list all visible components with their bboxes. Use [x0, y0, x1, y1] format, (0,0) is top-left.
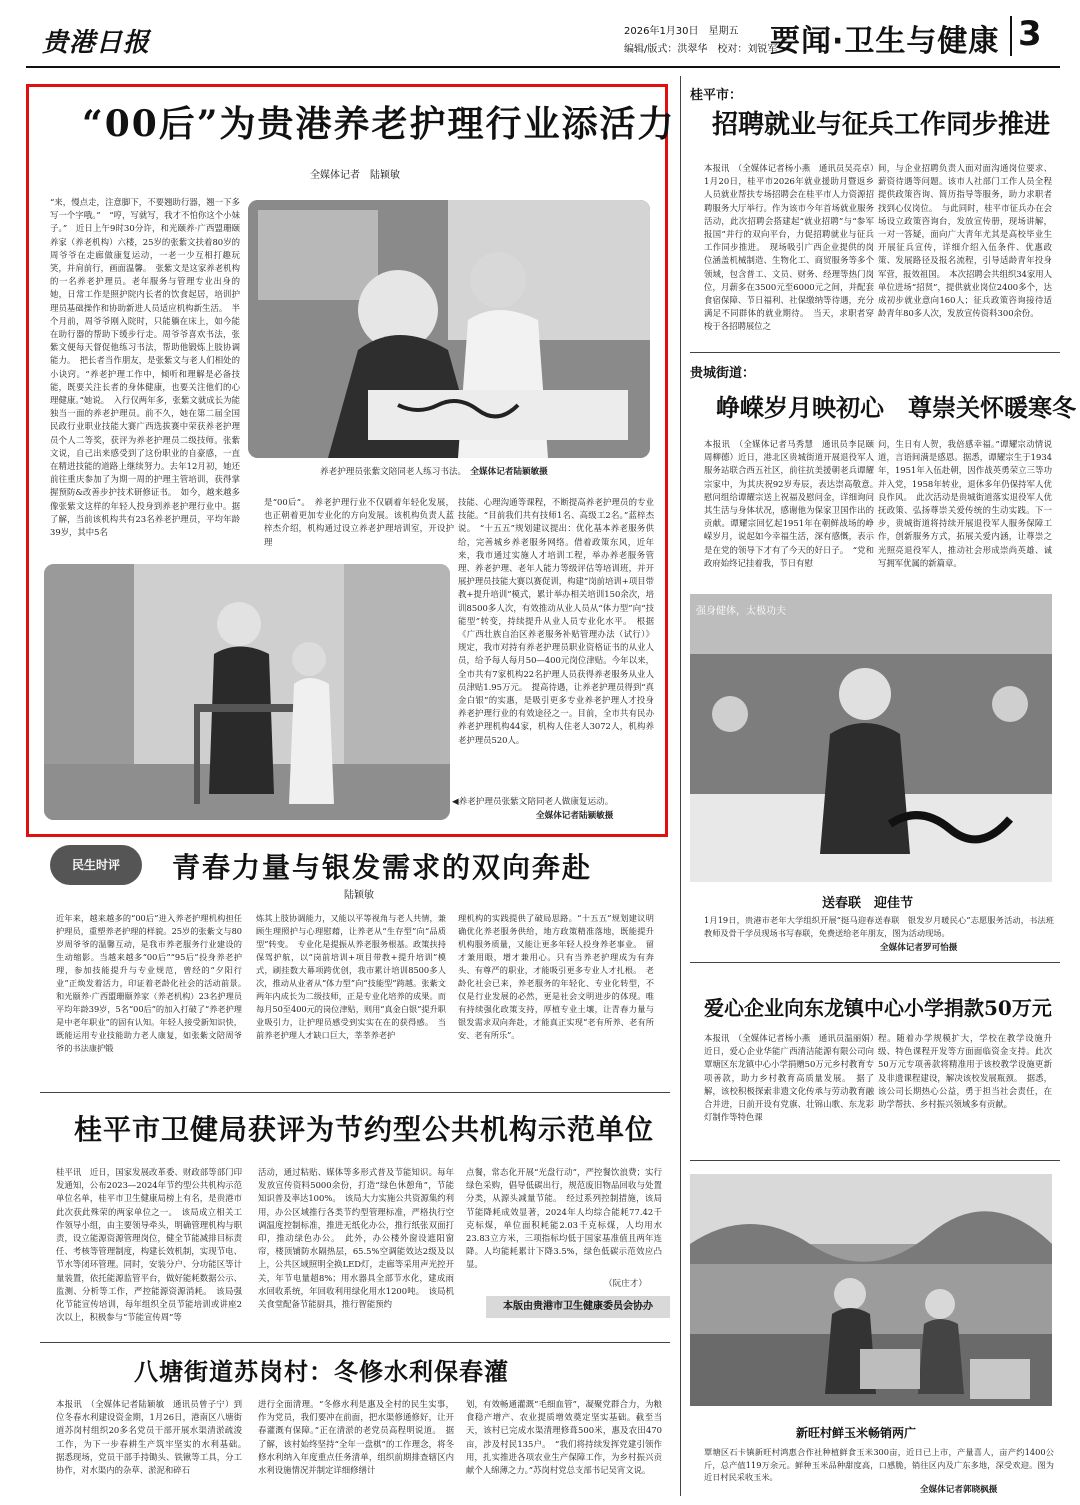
divider-guicheng [690, 962, 1060, 963]
divider-award [40, 1342, 670, 1343]
photo-rehab-walk [44, 564, 450, 820]
award-article-title: 桂平市卫健局获评为节约型公共机构示范单位 [74, 1113, 655, 1146]
column-divider [680, 76, 681, 1496]
donation-article-text-col1: 本报讯 （全媒体记者杨小燕 通讯员温丽娟）近日，爱心企业华能广西清洁能源有限公司向覃塘区东龙镇中心小学捐赠50万元乡村教育专项善款，助力乡村教育高质量发展。 据了解，该校积极探索非遗文化传承与劳动教育融合并进，日前开设有党旗、壮锦山歌、东龙彩灯制作等特色课 [704, 1033, 874, 1123]
top-rule [26, 66, 1060, 68]
commentary-badge: 民生时评 [50, 845, 142, 885]
guicheng-article-title: 峥嵘岁月映初心 尊崇关怀暖寒冬 [716, 393, 1076, 422]
newspaper-logo: 贵港日报 [42, 28, 151, 58]
award-article-signature: （阮庄才） [604, 1279, 647, 1289]
photo-corn-harvest [690, 1174, 1052, 1406]
photo-corn-harvest-image [690, 1174, 1052, 1406]
couplets-photo-caption: 1月19日，贵港市老年大学组织开展“挺马迎春送春联 银发岁月暖民心”志愿服务活动，书法班教师及骨干学员现场书写春联，免费送给老年朋友，图为活动现场。 [704, 915, 1054, 938]
photo-calligraphy [248, 200, 650, 458]
recruit-article-kicker: 桂平市： [690, 88, 743, 103]
photo-rehab-caption: ◀养老护理员张紫文陪同老人做康复运动。 [452, 797, 614, 807]
divider-commentary [40, 1092, 670, 1093]
photo-couplets-banner: 强身健体，太极功夫 [696, 606, 786, 617]
masthead [0, 0, 1080, 78]
main-article-text-col1b: 是“00后”。 养老护理行业不仅刷着年轻化发展，也正朝着更加专业化的方向发展。该机构负责人蓝梓杰介绍，机构通过设立养老护理培训室，开设护理 [264, 497, 454, 547]
corn-photo-title: 新旺村鲜玉米畅销两广 [796, 1426, 917, 1440]
main-article-title: “00后”为贵港养老护理行业添活力 [82, 103, 676, 145]
photo-calligraphy-caption: 养老护理员张紫文陪同老人练习书法。 全媒体记者陆颖敏摄 [320, 467, 548, 477]
award-article-text-col1: 桂平讯 近日，国家发展改革委、财政部等部门印发通知，公布2023—2024年节约型公共机构示范单位名单，桂平市卫生健康局榜上有名，是贵港市此次获此殊荣的两家单位之一。 该局成立相关工作领导小组，由主要领导牵头，明确管理机构与职责，设立能源资源管理岗位，健全节能减排目标责任、考核等管理制度，构建长效机制，实现节电、节水等闭环管理。同时，安装分户、分功能区等计量装置，依托能源监管平台，做好能耗数据公示、监测、分析等工作，严控能源资源消耗。 该局强化节能宣传培训，每年组织全员节能培训或讲座2次以上，积极参与“节能宣传周”等 [56, 1167, 242, 1323]
couplets-photo-title: 送春联 迎佳节 [822, 896, 914, 911]
guicheng-article-text-col2: 问，生日有人贺，我倍感幸福。”谭耀宗动情说道，言语间满是感恩。据悉，谭耀宗生于1934年，1951年入伍赴朝，因作战英勇荣立三等功并入党，1958年转业，退休多年仍保持军人优良作风。 此次活动是贵城街道落实退役军人优抚政策、弘扬尊崇关爱传统的生动实践。下一步，贵城街道将持续开展退役军人服务保障工作，创新服务方式，拓展关爱内涵，让尊崇之光照亮退役军人，推动社会形成崇尚英雄、诚写拥军优属的新篇章。 [878, 439, 1052, 568]
divider-donation [690, 1160, 1060, 1161]
main-article-author: 全媒体记者 陆颖敏 [310, 170, 400, 181]
section-title: 要闻·卫生与健康 [770, 24, 1000, 59]
water-article-text-col2: 进行全面清理。“冬修水利是惠及全村的民生实事，作为党员，我们要冲在前面，把水渠修通修好，让开春灌溉有保障。”正在清淤的老党员高程明说道。 据了解，该村始终坚持“全年一盘棋”的工作理念，将冬修水利纳入年度重点任务清单，组织前期排查辖区内水利设施情况并制定详细修缮计 [258, 1399, 454, 1476]
commentary-text-col3: 理机构的实践提供了破局思路。“十五五”规划建议明确优化养老服务供给，地方政策精准落地，既能提升机构服务质量，又能让更多年轻人投身养老事业。 留才兼用眼，增才兼用心。只有当养老护理成为有奔头、有尊严的职业，才能吸引更多专业人才扎根。 老龄化社会已来，养老服务的年轻化、专业化转型，不仅是行业发展的必然，更是社会文明进步的体现。唯有持续强化政策支持，厚植专业土壤，让青春力量与银发需求双向奔赴，才能真正实现“老有所养、老有所安、老有所乐”。 [458, 913, 654, 1040]
guicheng-article-kicker: 贵城街道： [690, 366, 756, 381]
photo-couplets-image [690, 594, 1052, 882]
photo-couplets [690, 594, 1052, 882]
section-divider [1010, 16, 1012, 56]
water-article-text-col1: 本报讯 （全媒体记者陆颖敏 通讯员曾子宁）到位冬春水利建设资金期，1月26日，港南区八塘街道苏岗村组织20多名党员干部开展水渠清淤疏浚工作，为下一步春耕生产筑牢坚实的水利基础。 据悉现场，党员干部手持锄头、铁锹等工具，分工协作，对水渠内的杂草、淤泥和碎石 [56, 1399, 242, 1476]
commentary-title: 青春力量与银发需求的双向奔赴 [172, 851, 593, 884]
corn-photo-caption: 覃塘区石卡镇新旺村鸿惠合作社种植鲜食玉米300亩，近日已上市，产量喜人，亩产约1400公斤，总产值119万余元。鲜种玉米品种甜度高，口感脆，销往区内及广东多地，深受欢迎。图为近日村民采收玉米。 [704, 1447, 1054, 1482]
issue-date: 2026年1月30日 星期五 [624, 26, 739, 37]
photo-rehab-walk-image [44, 564, 450, 820]
page-number: 3 [1018, 14, 1042, 54]
corn-photo-credit: 全媒体记者郭晓枫摄 [920, 1485, 998, 1495]
commentary-text-col2: 炼其上肢协调能力，又能以平等视角与老人共情，兼顾生理照护与心理慰藉，让养老从“生存型”向“品质型”转变。 专业化是提振从养老服务根基。政策扶持保驾护航，以“岗前培训+项目带教+提升培训”模式，刷挂数大幕项跨优创，我市累计培训8500多人次，推动从业者从“体力型”向“技能型”跨越。张紫文两年内成长为二级技师，正是专业化培养的成果。而每月50至400元的岗位津贴，则用“真金白银”提升职业吸引力，让护理员感受到实实在在的获得感。 当前养老护理人才缺口巨大，莘莘养老护 [256, 913, 446, 1040]
donation-article-text-col2: 程。随着办学规模扩大，学校在教学设施升级、特色课程开发等方面面临资金支持。此次50万元专项善款将精准用于该校教学设施更新及非遗课程建设，解决该校发展瓶颈。 据悉，该公司长期热心公益，勇于担当社会责任，在助学帮扶、乡村振兴领域多有贡献。 [878, 1033, 1052, 1110]
commentary-text-col1: 近年来，越来越多的“00后”进入养老护理机构担任护理员，重塑养老护理的样貌。25岁的张紫文与80岁周爷爷的温馨互动，是我市养老服务行业建设的生动缩影。当越来越多“00后”“95后”投身养老护理，参加技能提升与专业规范，曾经的“夕阳行业”正焕发着活力，印证着老龄化社会的活动前景。 和光颐养·广西盟珊颐养家（养老机构）23名护理员平均年龄39岁，5名“00后”的加入打破了“养老护理是中老年职业”的固有认知。年轻人接受新知识快，既能运用专业技能助力老人康复，如张紫文陪周爷爷的书法康护锻 [56, 913, 242, 1053]
sponsor-band: 本版由贵港市卫生健康委员会协办 [486, 1296, 670, 1318]
recruit-article-text-col1: 本报讯 （全媒体记者杨小燕 通讯员吴亮卓）1月20日，桂平市2026年就业援助月暨返乡人员就业帮扶专场招聘会在桂平市人力资源招聘服务大厅举行。作为该市今年首场就业服务活动，此次招聘会搭建起“就业招聘”与“参军报国”并行的双向平台，力促招聘就业与征兵工作同步推进。 现场吸引广西企业提供的岗位涵盖机械制造、生物化工、商贸服务等多个领域，包含普工、文员、财务、经理等热门岗位，月薪多在3500元至6000元之间，并配套食宿保障、节日福利、社保缴纳等待遇，充分满足不同群体的就业期待。 当天，求职者穿梭于各招聘展位之 [704, 163, 874, 332]
main-article-text-col2: 技能、心理沟通等课程，不断提高养老护理员的专业技能。“目前我们共有技师1名、高级工2名。”蓝梓杰说。 “十五五”规划建议提出：优化基本养老服务供给，完善城乡养老服务网络。借着政策东风，近年来，我市通过实施人才培训工程，举办养老服务管理、养老护理、老年人能力等级评估等培训班，并开展护理员技能大赛以赛促训，构建“岗前培训+项目带教+提升培训”模式，累计举办相关培训150余次，培训8500多人次，有效推动从业人员从“体力型”向“技能型”转变，持续提升从业人员专业化水平。 根据《广西壮族自治区养老服务补贴管理办法（试行）》规定，我市对持有养老护理员职业资格证书的从业人员，给予每人每月50—400元岗位津贴。今年以来，全市共有7家机构22名护理人员获得养老服务从业人员津贴1.95万元。 提高待遇，让养老护理员得到“真金白银”的实惠，是吸引更多专业养老护理人才投身养老护理行业的有效途径之一。目前，全市共有民办养老护理机构44家，机构人住老人3072人，机构养老护理员520人。 [458, 497, 654, 745]
award-article-text-col3: 点餐，常态化开展“光盘行动”，严控餐饮浪费；实行绿色采购，倡导低碳出行，规范废旧物品回收与处置分类，从源头减量节能。 经过系列控制措施，该局节能降耗成效显著，2024年人均综合能耗77.42千克标煤，单位面积耗能2.03千克标煤，人均用水23.83立方米，三项指标均低于国家基准值且两年连降。人均能耗累计下降3.5%，绿色低碳示范效应凸显。 [466, 1167, 662, 1270]
award-article-text-col2: 活动，通过粘贴、媒体等多形式普及节能知识。每年发放宣传资料5000余份，打造“绿色休憩角”，节能知识普及率达100%。 该局大力实施公共资源集约利用，办公区域推行各类节约型管理标准，严格执行空调温度控制标准，推进无纸化办公，推行纸张双面打印，推动绿色办公。 此外，办公楼外窗设遮阳窗帘，楼顶铺防水隔热层，65.5%空调能效达2级及以上，公共区域照明全换LED灯，走廊等采用声光控开关，年节电量超8%；用水器具全部节水化，建成雨水回收系统，年回收利用绿化用水1200吨。 该局机关食堂配备节能厨具，推行智能预约 [258, 1167, 454, 1310]
editors-line: 编辑/版式：洪翠华 校对：刘锐军 [624, 44, 778, 55]
couplets-photo-credit: 全媒体记者罗可怡摄 [880, 943, 958, 953]
water-article-title: 八塘街道苏岗村：冬修水利保春灌 [134, 1357, 509, 1386]
divider-recruit [690, 352, 1060, 353]
photo-calligraphy-image [248, 200, 650, 458]
guicheng-article-text-col1: 本报讯 （全媒体记者马秀慧 通讯员李昆颐 周柳德）近日，港北区贵城街道开展退役军人服务站联合西五社区，前往抗美援朝老兵谭耀宗家中，为其庆祝92岁寿辰，表达崇高敬意。 慰问组给谭耀宗送上祝福及慰问金，详细询问其生活与身体状况，感谢他为保家卫国作出的贡献。谭耀宗回忆起1951年在朝鲜战场的峥嵘岁月，说起如今幸福生活，深有感慨，表示是在党的领导下才有了今天的好日子。 “党和政府始终记挂着我，节日有慰 [704, 439, 874, 568]
commentary-author: 陆颖敏 [344, 890, 374, 901]
water-article-text-col3: 划，有效畅通灌溉“毛细血管”，凝聚党群合力，为粮食稳产增产、农业提质增效奠定坚实基础。截至当天，该村已完成水渠清理修葺500米，惠及农田470亩，涉及村民135户。 “我们将持续发挥党建引领作用，扎实推进各项农业生产保障工作，为乡村振兴贡献个人绵薄之力。”苏岗村党总支部书记吴宵文说。 [466, 1399, 662, 1476]
main-article-text-col1: “来，慢点走，注意脚下，不要翘助行器，翘一下多写一个字哦。” “哼，写就写，我才不怕你这个小妹子。” 近日上午9时30分许，和光颐养·广西盟珊颐养家（养老机构）六楼，25岁的张紫文扶着80岁的周爷爷在走廊做康复运动，一老一少互相打趣玩笑，并肩前行，画面温馨。 张紫文是这家养老机构的一名养老护理员。老年服务与管理专业出身的她，日常工作是照护院内长者的饮食起居，培训护理员基础操作和协助新进人员适应机构新生活。 半个月前，周爷爷刚入院时，只能躺在床上，如今能在助行器的帮助下缓步行走。周爷爷喜欢书法，张紫文便每天督促他练习书法，帮助他锻炼上肢协调能力。 把长者当作朋友，是张紫文与老人们相处的小诀窍。“养老护理工作中，倾听和理解是必备技能，既要关注长者的身体健康，也要关注他们的心理健康。”她说。 入行仅两年多，张紫文就成长为能独当一面的养老护理员。前不久，她在第二届全国民政行业职业技能大赛广西选拔赛中荣获养老护理员个人二等奖，获评为养老护理员二级技师。张紫文说，自己出来感受到了这份职业的自豪感，一直在精进技能的道路上继续努力。去年12月初，她还前往重庆参加了为期一周的护理主管培训，获得掌握预防&改善步护技术研修证书。 如今，越来越多像张紫文这样的年轻人投身到养老护理行业中。据了解，当前该机构共有23名养老护理员，平均年龄39岁，其中5名 [50, 197, 240, 538]
recruit-article-text-col2: 间，与企业招聘负责人面对面沟通岗位要求、薪资待遇等问题。该市人社部门工作人员全程提供政策咨询、简历指导等服务，助力求职者找到心仪岗位。 与此同时，桂平市征兵办在会场设立政策咨询台，发放宣传册，现场讲解，一对一答疑，面向广大青年尤其是高校毕业生开展征兵宣传，详细介绍入伍条件、优惠政策、发展路径及报名流程，引导适龄青年投身军营，报效祖国。 本次招聘会共组织34家用人单位进场“招贤”，提供就业岗位2400多个，达成初步就业意向160人；征兵政策咨询接待适龄青年80多人次，发放宣传资料300余份。 [878, 163, 1052, 319]
recruit-article-title: 招聘就业与征兵工作同步推进 [712, 110, 1051, 140]
donation-article-title: 爱心企业向东龙镇中心小学捐款50万元 [704, 996, 1052, 1020]
photo-rehab-credit: 全媒体记者陆颖敏摄 [536, 811, 614, 821]
